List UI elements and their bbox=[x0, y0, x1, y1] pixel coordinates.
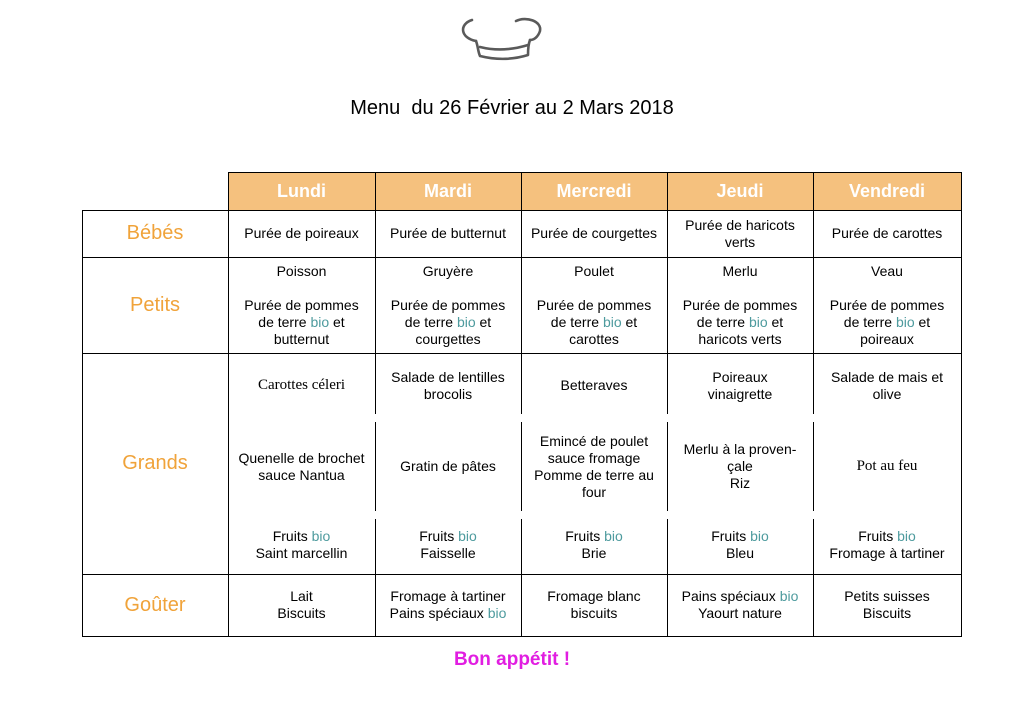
table-border bbox=[82, 210, 84, 638]
dish-line bbox=[711, 528, 769, 545]
cell-grands-starter-mardi bbox=[375, 353, 521, 418]
dish-text: de terre bbox=[843, 313, 896, 330]
cell-petits-mardi bbox=[375, 257, 521, 353]
bio-label: bio bbox=[311, 527, 331, 544]
dish-line: Veau bbox=[871, 262, 903, 279]
dish-line: Purée de butternut bbox=[390, 225, 506, 241]
dish-line: Quenelle de brochet bbox=[238, 449, 365, 466]
table-border bbox=[82, 210, 962, 212]
dish-line: Purée de pommes bbox=[390, 296, 506, 313]
day-header-mercredi: Mercredi bbox=[521, 172, 667, 210]
dish-line: Gruyère bbox=[422, 262, 474, 279]
dish-line: Emincé de poulet bbox=[539, 432, 649, 449]
cell-grands-main-jeudi bbox=[667, 418, 813, 515]
dish-line: Pot au feu bbox=[856, 458, 918, 474]
cell-grands-main-lundi bbox=[228, 418, 375, 515]
dish-line: Saint marcellin bbox=[255, 544, 348, 561]
dish-line: carottes bbox=[569, 330, 619, 347]
dish-line: Carottes céleri bbox=[257, 377, 346, 393]
chef-hat-icon bbox=[456, 14, 546, 62]
bio-label: bio bbox=[604, 527, 623, 544]
bio-label: bio bbox=[458, 527, 477, 544]
dish-line: Pomme de terre au bbox=[534, 466, 654, 483]
cell-grands-dessert-mercredi bbox=[521, 515, 667, 574]
dish-line: Yaourt nature bbox=[698, 605, 782, 621]
day-header-jeudi: Jeudi bbox=[667, 172, 813, 210]
table-border bbox=[228, 172, 230, 638]
dish-line bbox=[405, 314, 491, 331]
dish-text: Fruits bbox=[272, 527, 312, 544]
dish-line: Purée de pommes bbox=[829, 296, 945, 313]
dish-line: Poisson bbox=[276, 262, 327, 279]
dish-line: Purée de haricots bbox=[685, 216, 795, 233]
dish-line: çale bbox=[727, 458, 753, 474]
dish-line bbox=[565, 528, 623, 545]
table-border bbox=[82, 353, 962, 355]
table-border bbox=[813, 422, 815, 511]
table-border bbox=[521, 422, 523, 511]
dish-line: Poulet bbox=[574, 262, 614, 279]
dish-line: butternut bbox=[273, 330, 330, 347]
table-border bbox=[667, 422, 669, 511]
table-border bbox=[667, 519, 669, 637]
cell-grands-starter-jeudi bbox=[667, 353, 813, 418]
dish-line: olive bbox=[872, 385, 902, 402]
cell-bebes-vendredi bbox=[813, 210, 961, 257]
cell-petits-jeudi bbox=[667, 257, 813, 353]
dish-text: Fruits bbox=[565, 527, 605, 544]
cell-bebes-jeudi bbox=[667, 210, 813, 257]
cell-grands-starter-vendredi bbox=[813, 353, 961, 418]
dish-line: courgettes bbox=[415, 330, 481, 347]
day-header-mardi: Mardi bbox=[375, 172, 521, 210]
dish-line: Purée de pommes bbox=[244, 296, 359, 313]
dish-text: et bbox=[475, 313, 492, 330]
dish-line: poireaux bbox=[860, 330, 914, 347]
dish-line: Fromage à tartiner bbox=[390, 588, 506, 604]
row-label-gouter: Goûter bbox=[124, 593, 186, 616]
table-border bbox=[813, 519, 815, 637]
day-header-lundi: Lundi bbox=[228, 172, 375, 210]
dish-line: four bbox=[581, 483, 607, 500]
dish-line: Merlu bbox=[722, 262, 758, 279]
row-label-grands: Grands bbox=[122, 452, 188, 474]
table-border bbox=[375, 172, 377, 415]
cell-petits-mercredi bbox=[521, 257, 667, 353]
dish-text: Pains spéciaux bbox=[389, 605, 488, 621]
cell-bebes-mardi bbox=[375, 210, 521, 257]
dish-line bbox=[844, 314, 930, 331]
dish-line: Biscuits bbox=[277, 605, 326, 621]
table-border bbox=[521, 172, 523, 415]
cell-bebes-lundi bbox=[228, 210, 375, 257]
dish-line: Salade de mais et bbox=[830, 368, 944, 385]
dish-text: et bbox=[621, 313, 638, 330]
dish-line: biscuits bbox=[570, 605, 618, 621]
dish-line: Fromage à tartiner bbox=[829, 544, 945, 561]
bio-label: bio bbox=[748, 313, 768, 330]
dish-line: Purée de carottes bbox=[831, 225, 943, 241]
table-border bbox=[667, 172, 669, 415]
dish-line: Gratin de pâtes bbox=[400, 458, 496, 474]
bio-label: bio bbox=[779, 588, 799, 604]
dish-text: de terre bbox=[258, 313, 311, 330]
dish-line: Purée de courgettes bbox=[530, 225, 658, 241]
cell-grands-dessert-vendredi bbox=[813, 515, 961, 574]
table-border bbox=[375, 422, 377, 511]
dish-line bbox=[258, 314, 344, 331]
bio-label: bio bbox=[487, 605, 507, 621]
dish-line bbox=[858, 528, 916, 545]
table-border bbox=[82, 574, 962, 576]
cell-gouter-mardi bbox=[375, 574, 521, 636]
dish-line: Riz bbox=[729, 475, 751, 491]
table-border bbox=[521, 519, 523, 637]
cell-grands-dessert-jeudi bbox=[667, 515, 813, 574]
dish-line: vinaigrette bbox=[707, 385, 773, 402]
bio-label: bio bbox=[897, 527, 916, 544]
cell-grands-starter-lundi bbox=[228, 353, 375, 418]
dish-line bbox=[682, 588, 799, 605]
cell-grands-starter-mercredi bbox=[521, 353, 667, 418]
table-border bbox=[82, 636, 962, 638]
cell-gouter-mercredi bbox=[521, 574, 667, 636]
dish-line: sauce Nantua bbox=[258, 466, 345, 483]
bio-label: bio bbox=[750, 527, 769, 544]
dish-line: Biscuits bbox=[862, 605, 912, 621]
dish-text: Fruits bbox=[419, 527, 459, 544]
dish-line: Bleu bbox=[725, 544, 755, 561]
dish-line: verts bbox=[724, 233, 756, 250]
footer-message: Bon appétit ! bbox=[453, 649, 571, 670]
table-border bbox=[813, 172, 815, 415]
dish-text: et bbox=[767, 313, 784, 330]
cell-gouter-lundi bbox=[228, 574, 375, 636]
cell-petits-lundi bbox=[228, 257, 375, 353]
bio-label: bio bbox=[602, 313, 622, 330]
dish-line: Poireaux bbox=[712, 368, 768, 385]
row-label-petits: Petits bbox=[129, 293, 181, 316]
cell-grands-dessert-mardi bbox=[375, 515, 521, 574]
cell-grands-main-mercredi bbox=[521, 418, 667, 515]
dish-line: brocolis bbox=[423, 385, 473, 402]
bio-label: bio bbox=[310, 313, 330, 330]
dish-line: Purée de poireaux bbox=[244, 225, 359, 241]
dish-line bbox=[273, 528, 331, 545]
dish-line bbox=[551, 314, 637, 331]
dish-line: Petits suisses bbox=[844, 588, 930, 604]
cell-gouter-jeudi bbox=[667, 574, 813, 636]
dish-line: Salade de lentilles bbox=[391, 368, 505, 385]
dish-line bbox=[697, 314, 783, 331]
dish-line bbox=[419, 528, 477, 545]
cell-grands-main-mardi bbox=[375, 418, 521, 515]
day-header-vendredi: Vendredi bbox=[813, 172, 961, 210]
dish-text: Fruits bbox=[858, 527, 898, 544]
dish-line: Merlu à la proven- bbox=[683, 441, 797, 457]
table-border bbox=[375, 519, 377, 637]
bio-label: bio bbox=[456, 313, 476, 330]
table-border bbox=[961, 172, 963, 638]
dish-text: de terre bbox=[550, 313, 603, 330]
dish-line: haricots verts bbox=[698, 330, 782, 347]
cell-grands-dessert-lundi bbox=[228, 515, 375, 574]
dish-line: Fromage blanc bbox=[547, 588, 641, 604]
cell-grands-main-vendredi bbox=[813, 418, 961, 515]
dish-line: Lait bbox=[290, 588, 313, 604]
bio-label: bio bbox=[895, 313, 915, 330]
table-border bbox=[82, 257, 962, 259]
dish-text: et bbox=[329, 313, 345, 330]
dish-text: Pains spéciaux bbox=[681, 588, 780, 604]
cell-bebes-mercredi bbox=[521, 210, 667, 257]
dish-line: Purée de pommes bbox=[536, 296, 652, 313]
dish-line bbox=[390, 605, 507, 622]
dish-text: de terre bbox=[696, 313, 749, 330]
dish-text: Fruits bbox=[711, 527, 751, 544]
dish-line: Faisselle bbox=[420, 544, 476, 561]
dish-line: Brie bbox=[581, 544, 607, 561]
cell-petits-vendredi bbox=[813, 257, 961, 353]
page-title: Menu du 26 Février au 2 Mars 2018 bbox=[350, 97, 674, 119]
table-border bbox=[228, 172, 962, 174]
dish-line: Purée de pommes bbox=[682, 296, 798, 313]
cell-gouter-vendredi bbox=[813, 574, 961, 636]
dish-line: Betteraves bbox=[560, 377, 628, 393]
dish-text: et bbox=[914, 313, 931, 330]
dish-text: de terre bbox=[404, 313, 457, 330]
row-label-bebes: Bébés bbox=[126, 222, 184, 244]
dish-line: sauce fromage bbox=[547, 449, 641, 466]
